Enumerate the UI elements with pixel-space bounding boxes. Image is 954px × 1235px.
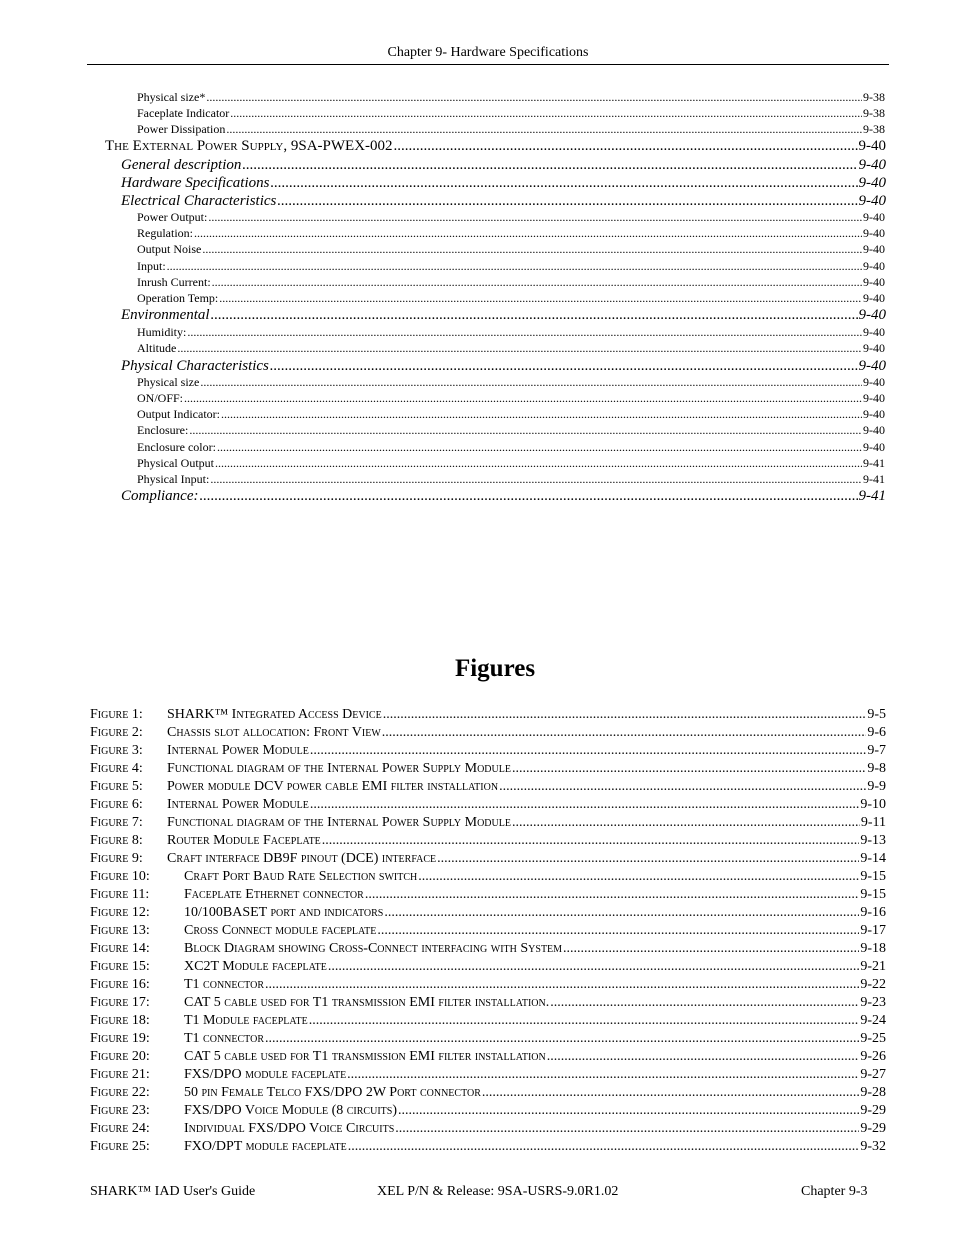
figure-page: 9-10 (860, 797, 886, 812)
toc-entry[interactable] (121, 156, 886, 174)
toc-leader-dots (194, 225, 862, 241)
toc-entry-page: 9-40 (863, 325, 885, 339)
figure-entry[interactable] (90, 742, 886, 760)
figure-number: Figure 13: (90, 923, 150, 938)
figure-leader-dots (310, 742, 866, 760)
figure-leader-dots (348, 1138, 860, 1156)
figure-caption: FXO/DPT module faceplate (184, 1139, 347, 1154)
toc-entry-label: Physical Input: (137, 472, 210, 486)
toc-entry-label: Operation Temp: (137, 291, 219, 305)
figure-leader-dots (482, 1084, 859, 1102)
figure-number: Figure 12: (90, 905, 150, 920)
figure-number: Figure 22: (90, 1085, 150, 1100)
figure-page: 9-15 (860, 869, 886, 884)
toc-entry-page: 9-38 (863, 122, 885, 136)
figure-caption: Faceplate Ethernet connector (184, 887, 364, 902)
footer-page-number: Chapter 9-3 (801, 1184, 868, 1199)
toc-entry-page: 9-40 (863, 375, 885, 389)
toc-entry-page: 9-40 (863, 440, 885, 454)
toc-entry-label: Regulation: (137, 226, 193, 240)
toc-entry[interactable] (137, 471, 885, 487)
footer-release: XEL P/N & Release: 9SA-USRS-9.0R1.02 (377, 1184, 619, 1199)
toc-entry-label: Electrical Characteristics (121, 193, 277, 209)
toc-leader-dots (212, 274, 862, 290)
figure-page: 9-9 (867, 779, 886, 794)
figure-page: 9-29 (860, 1121, 886, 1136)
toc-leader-dots (277, 192, 857, 210)
figure-page: 9-22 (860, 977, 886, 992)
toc-entry-label: Enclosure: (137, 423, 189, 437)
toc-entry[interactable] (121, 192, 886, 210)
toc-entry-page: 9-40 (863, 259, 885, 273)
figure-leader-dots (265, 1030, 859, 1048)
toc-entry-page: 9-40 (863, 391, 885, 405)
figure-caption: Functional diagram of the Internal Power Supply Module (167, 815, 511, 830)
toc-entry-label: Physical Characteristics (121, 358, 269, 374)
figure-caption: Internal Power Module (167, 797, 309, 812)
figure-caption: CAT 5 cable used for T1 transmission EMI filter installation (184, 1049, 546, 1064)
toc-entry-page: 9-40 (863, 275, 885, 289)
toc-entry-page: 9-40 (863, 210, 885, 224)
figure-number: Figure 7: (90, 815, 143, 830)
toc-entry-page: 9-40 (858, 138, 886, 154)
toc-entry[interactable] (137, 374, 885, 390)
figure-leader-dots (563, 940, 859, 958)
figure-number: Figure 21: (90, 1067, 150, 1082)
toc-entry-label: Environmental (121, 307, 210, 323)
figure-page: 9-27 (860, 1067, 886, 1082)
figure-leader-dots (328, 958, 859, 976)
toc-entry-page: 9-40 (858, 175, 886, 191)
toc-entry[interactable] (137, 258, 885, 274)
figure-page: 9-17 (860, 923, 886, 938)
figure-leader-dots (347, 1066, 859, 1084)
toc-entry[interactable] (137, 225, 885, 241)
footer-guide-title: SHARK™ IAD User's Guide (90, 1184, 256, 1199)
figure-leader-dots (499, 778, 866, 796)
figure-number: Figure 4: (90, 761, 143, 776)
toc-entry[interactable] (137, 241, 885, 257)
toc-leader-dots (208, 209, 862, 225)
figure-caption: Craft interface DB9F pinout (DCE) interface (167, 851, 437, 866)
toc-entry-page: 9-40 (863, 242, 885, 256)
figure-number: Figure 8: (90, 833, 143, 848)
toc-entry-label: Hardware Specifications (121, 175, 270, 191)
page-header: Chapter 9- Hardware Specifications (387, 45, 589, 60)
figure-page: 9-25 (860, 1031, 886, 1046)
toc-entry[interactable] (137, 340, 885, 356)
toc-entry-label: Enclosure color: (137, 440, 216, 454)
toc-leader-dots (202, 241, 862, 257)
toc-entry[interactable] (121, 174, 886, 192)
toc-entry[interactable] (121, 487, 886, 505)
figure-entry[interactable] (90, 994, 886, 1012)
toc-entry-page: 9-40 (863, 423, 885, 437)
toc-leader-dots (230, 105, 862, 121)
toc-entry[interactable] (137, 105, 885, 121)
figure-entry[interactable] (90, 868, 886, 886)
toc-leader-dots (211, 306, 858, 324)
figure-page: 9-32 (860, 1139, 886, 1154)
figure-caption: T1 connector (184, 1031, 264, 1046)
figure-number: Figure 18: (90, 1013, 150, 1028)
figure-page: 9-29 (860, 1103, 886, 1118)
toc-leader-dots (187, 324, 862, 340)
figure-caption: Block Diagram showing Cross-Connect interfacing with System (184, 941, 563, 956)
figure-number: Figure 25: (90, 1139, 150, 1154)
toc-entry[interactable] (121, 306, 886, 324)
toc-entry-page: 9-40 (863, 341, 885, 355)
toc-leader-dots (200, 374, 862, 390)
toc-entry-label: Input: (137, 259, 166, 273)
figure-entry[interactable] (90, 1102, 886, 1120)
figure-entry[interactable] (90, 1120, 886, 1138)
toc-entry-page: 9-41 (863, 456, 885, 470)
toc-leader-dots (217, 439, 862, 455)
figure-caption: Cross Connect module faceplate (184, 923, 377, 938)
toc-entry-page: 9-40 (858, 307, 886, 323)
figure-caption: XC2T Module faceplate (184, 959, 327, 974)
figure-entry[interactable] (90, 1066, 886, 1084)
figure-entry[interactable] (90, 1030, 886, 1048)
figure-leader-dots (512, 814, 860, 832)
figure-page: 9-5 (867, 707, 886, 722)
figures-heading: Figures (454, 655, 536, 682)
figure-number: Figure 24: (90, 1121, 150, 1136)
figure-leader-dots (398, 1102, 859, 1120)
toc-leader-dots (242, 156, 857, 174)
figure-caption: T1 Module faceplate (184, 1013, 308, 1028)
figure-entry[interactable] (90, 832, 886, 850)
figure-caption: FXS/DPO Voice Module (8 circuits) (184, 1103, 397, 1118)
toc-leader-dots (184, 390, 862, 406)
figure-caption: Functional diagram of the Internal Power Supply Module (167, 761, 511, 776)
toc-entry-label: ON/OFF: (137, 391, 184, 405)
figure-entry[interactable] (90, 904, 886, 922)
figure-number: Figure 11: (90, 887, 150, 902)
toc-leader-dots (206, 89, 862, 105)
toc-entry[interactable] (137, 324, 885, 340)
toc-entry-page: 9-38 (863, 106, 885, 120)
figure-leader-dots (322, 832, 860, 850)
figure-entry[interactable] (90, 706, 886, 724)
figure-number: Figure 23: (90, 1103, 150, 1118)
figure-leader-dots (309, 1012, 860, 1030)
toc-entry[interactable] (137, 121, 885, 137)
toc-entry-label: Power Dissipation (137, 122, 226, 136)
toc-leader-dots (167, 258, 862, 274)
toc-entry[interactable] (137, 89, 885, 105)
figure-page: 9-16 (860, 905, 886, 920)
toc-entry-label: Humidity: (137, 325, 187, 339)
toc-entry-label: Altitude (137, 341, 177, 355)
toc-leader-dots (210, 471, 862, 487)
toc-entry[interactable] (137, 290, 885, 306)
figure-number: Figure 6: (90, 797, 143, 812)
figure-leader-dots (382, 724, 867, 742)
toc-leader-dots (199, 487, 857, 505)
toc-entry-label: Compliance: (121, 488, 199, 504)
figure-number: Figure 19: (90, 1031, 150, 1046)
figure-leader-dots (310, 796, 859, 814)
figure-leader-dots (550, 994, 859, 1012)
figure-page: 9-28 (860, 1085, 886, 1100)
figure-leader-dots (383, 706, 867, 724)
figure-caption: 10/100BASET port and indicators (184, 905, 384, 920)
figure-number: Figure 15: (90, 959, 150, 974)
toc-entry-label: Physical size* (137, 90, 206, 104)
figure-page: 9-21 (860, 959, 886, 974)
toc-entry-label: Output Indicator: (137, 407, 220, 421)
figure-number: Figure 9: (90, 851, 143, 866)
figure-page: 9-23 (860, 995, 886, 1010)
figure-caption: T1 connector (184, 977, 264, 992)
toc-entry-page: 9-40 (863, 291, 885, 305)
figure-entry[interactable] (90, 886, 886, 904)
header-rule (87, 64, 889, 65)
figure-page: 9-18 (860, 941, 886, 956)
figure-entry[interactable] (90, 976, 886, 994)
toc-entry-page: 9-41 (863, 472, 885, 486)
figure-leader-dots (437, 850, 859, 868)
figure-caption: Chassis slot allocation: Front View (167, 725, 381, 740)
figure-entry[interactable] (90, 1138, 886, 1156)
toc-entry[interactable] (137, 455, 885, 471)
toc-leader-dots (177, 340, 862, 356)
figure-page: 9-6 (867, 725, 886, 740)
figure-page: 9-14 (860, 851, 886, 866)
toc-entry[interactable] (137, 390, 885, 406)
figure-leader-dots (377, 922, 859, 940)
figure-entry[interactable] (90, 958, 886, 976)
figure-entry[interactable] (90, 940, 886, 958)
toc-entry-page: 9-41 (858, 488, 886, 504)
figure-entry[interactable] (90, 814, 886, 832)
toc-entry-label: The External Power Supply, 9SA-PWEX-002 (105, 138, 393, 154)
figure-page: 9-7 (867, 743, 886, 758)
figure-caption: 50 pin Female Telco FXS/DPO 2W Port connector (184, 1085, 481, 1100)
figure-page: 9-13 (860, 833, 886, 848)
figure-number: Figure 1: (90, 707, 143, 722)
figure-page: 9-11 (860, 815, 886, 830)
figure-entry[interactable] (90, 760, 886, 778)
figure-entry[interactable] (90, 922, 886, 940)
figure-page: 9-26 (860, 1049, 886, 1064)
toc-entry-label: Physical Output (137, 456, 214, 470)
toc-entry-page: 9-40 (858, 157, 886, 173)
toc-entry[interactable] (137, 439, 885, 455)
figure-number: Figure 17: (90, 995, 150, 1010)
figure-entry[interactable] (90, 1048, 886, 1066)
figure-page: 9-8 (867, 761, 886, 776)
figure-leader-dots (365, 886, 860, 904)
figure-caption: Craft Port Baud Rate Selection switch (184, 869, 418, 884)
figure-number: Figure 20: (90, 1049, 150, 1064)
figure-number: Figure 3: (90, 743, 143, 758)
figure-number: Figure 5: (90, 779, 143, 794)
figure-leader-dots (395, 1120, 859, 1138)
figure-number: Figure 10: (90, 869, 150, 884)
toc-leader-dots (394, 137, 858, 155)
toc-leader-dots (219, 290, 862, 306)
toc-entry-page: 9-38 (863, 90, 885, 104)
figure-caption: Individual FXS/DPO Voice Circuits (184, 1121, 395, 1136)
toc-entry[interactable] (105, 137, 886, 155)
figure-leader-dots (265, 976, 859, 994)
figure-caption: Router Module Faceplate (167, 833, 321, 848)
figure-caption: FXS/DPO module faceplate (184, 1067, 347, 1082)
toc-entry-label: General description (121, 157, 242, 173)
figure-caption: SHARK™ Integrated Access Device (167, 707, 382, 722)
toc-leader-dots (215, 455, 862, 471)
toc-entry-page: 9-40 (863, 226, 885, 240)
figure-entry[interactable] (90, 778, 886, 796)
toc-entry[interactable] (137, 209, 885, 225)
figure-leader-dots (384, 904, 859, 922)
figure-entry[interactable] (90, 724, 886, 742)
figure-caption: CAT 5 cable used for T1 transmission EMI filter installation. (184, 995, 550, 1010)
toc-entry-label: Physical size (137, 375, 200, 389)
toc-leader-dots (226, 121, 862, 137)
figure-number: Figure 14: (90, 941, 150, 956)
figure-leader-dots (512, 760, 866, 778)
toc-entry-page: 9-40 (858, 358, 886, 374)
figure-entry[interactable] (90, 1012, 886, 1030)
figure-page: 9-15 (860, 887, 886, 902)
toc-entry-page: 9-40 (858, 193, 886, 209)
figure-caption: Internal Power Module (167, 743, 309, 758)
figure-page: 9-24 (860, 1013, 886, 1028)
figure-number: Figure 2: (90, 725, 143, 740)
toc-entry-label: Faceplate Indicator (137, 106, 230, 120)
figure-leader-dots (418, 868, 859, 886)
toc-entry-label: Power Output: (137, 210, 208, 224)
figure-caption: Power module DCV power cable EMI filter installation (167, 779, 499, 794)
toc-entry-page: 9-40 (863, 407, 885, 421)
figure-entry[interactable] (90, 796, 886, 814)
toc-leader-dots (189, 422, 862, 438)
toc-entry-label: Output Noise (137, 242, 202, 256)
toc-entry[interactable] (121, 357, 886, 375)
figure-entry[interactable] (90, 1084, 886, 1102)
toc-entry-label: Inrush Current: (137, 275, 211, 289)
toc-leader-dots (221, 406, 862, 422)
figure-number: Figure 16: (90, 977, 150, 992)
figure-leader-dots (547, 1048, 860, 1066)
figure-entry[interactable] (90, 850, 886, 868)
toc-leader-dots (270, 357, 858, 375)
toc-entry[interactable] (137, 406, 885, 422)
toc-leader-dots (270, 174, 857, 192)
toc-entry[interactable] (137, 274, 885, 290)
toc-entry[interactable] (137, 422, 885, 438)
